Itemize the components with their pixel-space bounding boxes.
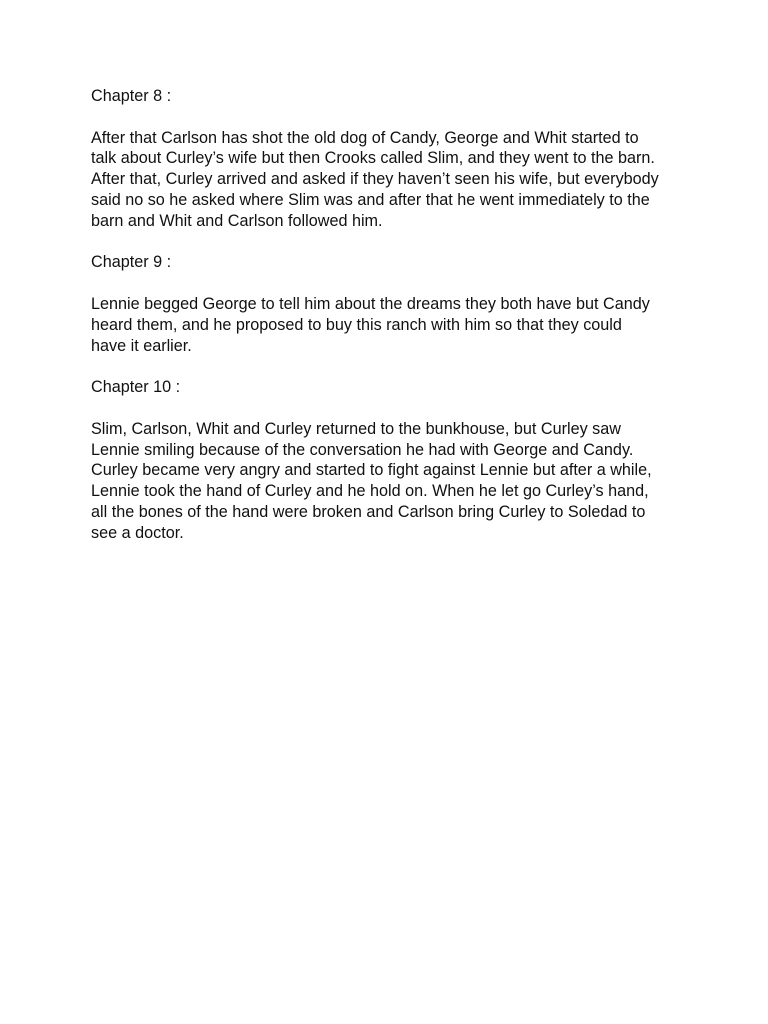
section-chapter-9 (91, 252, 691, 356)
paragraph-line: Curley became very angry and started to fight against Lennie but after a while, (91, 461, 652, 480)
paragraph-line: heard them, and he proposed to buy this ranch with him so that they could (91, 315, 622, 334)
paragraph-line: Slim, Carlson, Whit and Curley returned to the bunkhouse, but Curley saw (91, 419, 621, 438)
paragraph-line: all the bones of the hand were broken and Carlson bring Curley to Soledad to (91, 502, 646, 521)
chapter-heading: Chapter 10 : (91, 378, 181, 397)
document-page (91, 86, 691, 564)
paragraph-line: talk about Curley’s wife but then Crooks called Slim, and they went to the barn. (91, 149, 655, 168)
paragraph-line: After that, Curley arrived and asked if they haven’t seen his wife, but everybody (91, 170, 659, 189)
paragraph-line: Lennie took the hand of Curley and he hold on. When he let go Curley’s hand, (91, 482, 649, 501)
section-chapter-8 (91, 86, 691, 232)
paragraph-line: After that Carlson has shot the old dog of Candy, George and Whit started to (91, 128, 639, 147)
paragraph-line: see a doctor. (91, 523, 184, 542)
paragraph-line: Lennie smiling because of the conversation he had with George and Candy. (91, 440, 634, 459)
section-chapter-10 (91, 377, 691, 543)
paragraph-line: said no so he asked where Slim was and after that he went immediately to the (91, 190, 650, 209)
paragraph-line: barn and Whit and Carlson followed him. (91, 211, 383, 230)
paragraph-line: have it earlier. (91, 336, 192, 355)
chapter-heading: Chapter 8 : (91, 87, 172, 105)
paragraph-line: Lennie begged George to tell him about the dreams they both have but Candy (91, 294, 650, 313)
chapter-paragraph (91, 128, 691, 232)
chapter-paragraph (91, 419, 691, 544)
chapter-heading: Chapter 9 : (91, 253, 172, 272)
chapter-paragraph (91, 294, 691, 356)
